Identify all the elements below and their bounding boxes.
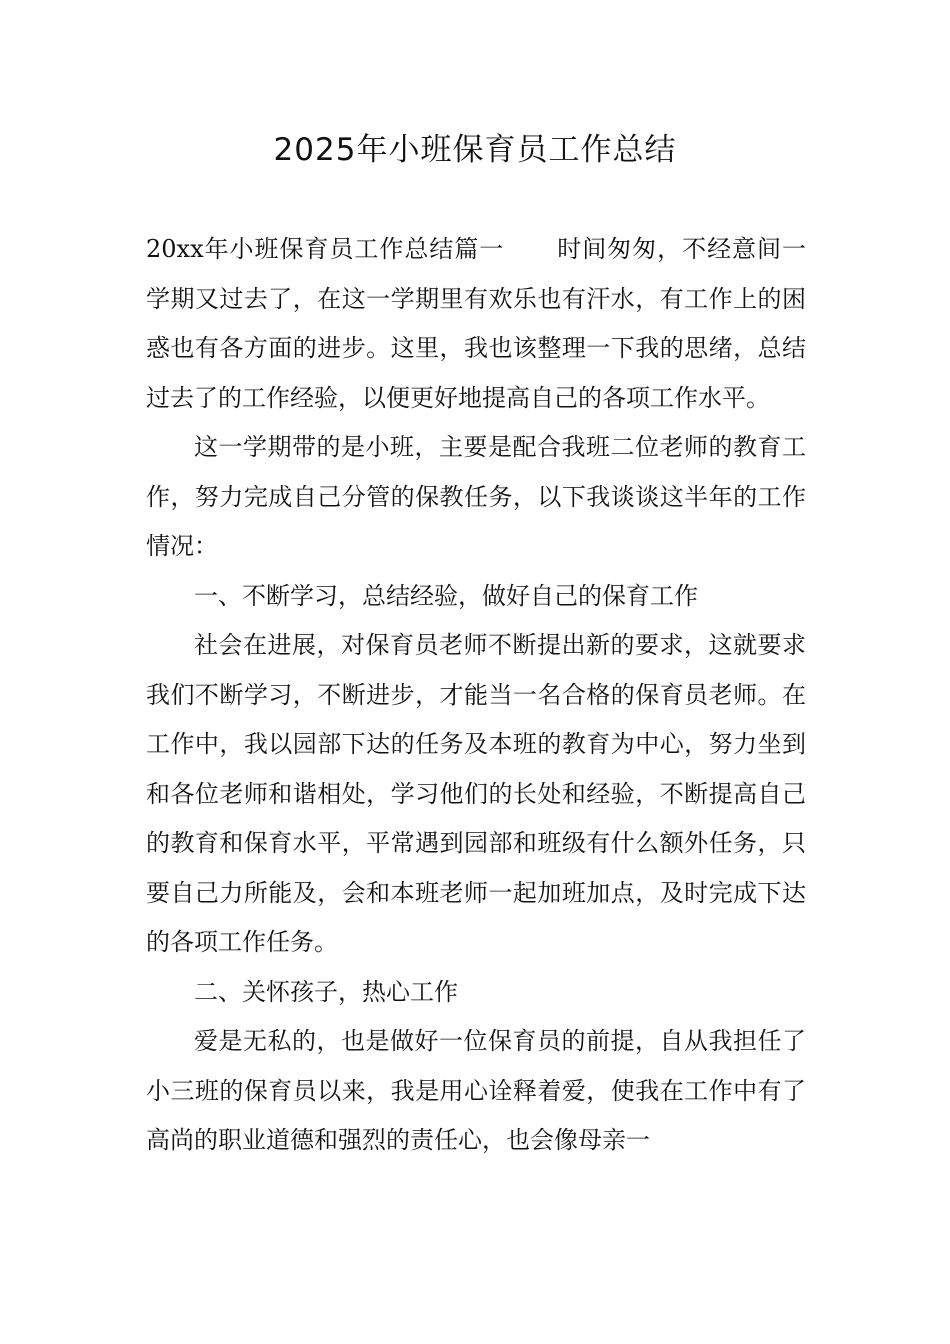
section-heading-2: 二、关怀孩子，热心工作 xyxy=(194,977,458,1006)
paragraph-care: 爱是无私的，也是做好一位保育员的前提，自从我担任了小三班的保育员以来，我是用心诠释着爱，使我在工作中有了高尚的职业道德和强烈的责任心，也会像母亲一 xyxy=(146,1027,806,1154)
paragraph-learning: 社会在进展，对保育员老师不断提出新的要求，这就要求我们不断学习，不断进步，才能当一名合格的保育员老师。在工作中，我以园部下达的任务及本班的教育为中心，努力坐到和各位老师和谐相处，学习他们的长处和经验，不断提高自己的教育和保育水平，平常遇到园部和班级有什么额外任务，只要自己力所能及，会和本班老师一起加班加点，及时完成下达的各项工作任务。 xyxy=(146,631,806,956)
document-title: 2025年小班保育员工作总结 xyxy=(273,132,677,168)
paragraph-overview: 这一学期带的是小班，主要是配合我班二位老师的教育工作，努力完成自己分管的保教任务，以下我谈谈这半年的工作情况： xyxy=(146,433,806,560)
intro-text: 时间匆匆，不经意间一学期又过去了，在这一学期里有欢乐也有汗水，有工作上的困惑也有各方面的进步。这里，我也该整理一下我的思绪，总结过去了的工作经验，以便更好地提高自己的各项工作水平。 xyxy=(146,235,807,412)
document-body xyxy=(146,225,806,1166)
intro-heading: 20xx年小班保育员工作总结篇一 xyxy=(146,235,505,263)
section-heading-1: 一、不断学习，总结经验，做好自己的保育工作 xyxy=(194,581,698,610)
intro-paragraph xyxy=(146,225,806,423)
